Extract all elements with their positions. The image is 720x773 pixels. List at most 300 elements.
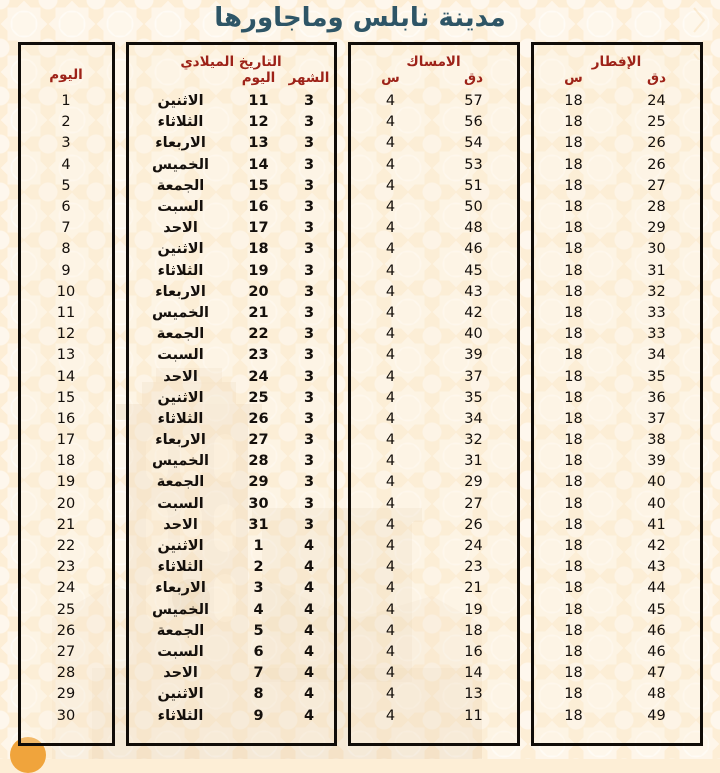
table-row <box>534 684 700 705</box>
iftar-hour-value: 18 <box>564 559 583 576</box>
table-row <box>351 600 517 621</box>
imsak-minute-value: 42 <box>464 304 483 321</box>
table-row <box>129 366 334 387</box>
table-ramadan-day <box>18 42 115 746</box>
imsak-hour-value: 4 <box>385 262 396 279</box>
table-iftar-subheader <box>534 64 700 91</box>
imsak-hour-value: 4 <box>385 665 396 682</box>
ramadan-day-value: 20 <box>56 495 76 512</box>
weekday-value: الاثنين <box>157 686 204 703</box>
imsak-minute-value: 35 <box>464 389 483 406</box>
table-row <box>534 261 700 282</box>
weekday-value: السبت <box>157 495 204 512</box>
gregorian-day-value: 19 <box>248 262 269 279</box>
iftar-minute-value: 37 <box>647 410 666 427</box>
imsak-minute-value: 13 <box>464 686 483 703</box>
ramadan-day-value: 17 <box>56 432 76 449</box>
gregorian-day-value: 3 <box>253 580 264 597</box>
table-row <box>129 663 334 684</box>
iftar-minute-value: 33 <box>647 326 666 343</box>
weekday-value: الاربعاء <box>155 283 206 300</box>
gregorian-day-value: 15 <box>248 177 269 194</box>
weekday-value: الاحد <box>163 516 198 533</box>
gregorian-month-value: 4 <box>303 601 315 618</box>
column-header-iftar-hour: س <box>564 69 583 86</box>
table-row <box>129 388 334 409</box>
table-row <box>129 345 334 366</box>
table-iftar-rows <box>534 91 700 743</box>
iftar-minute-value: 40 <box>647 495 666 512</box>
column-header-imsak-minute: دق <box>464 69 483 86</box>
weekday-value: الاثنين <box>157 93 204 110</box>
weekday-value: الاثنين <box>157 241 204 258</box>
table-row <box>129 600 334 621</box>
gregorian-day-value: 9 <box>253 707 264 724</box>
imsak-hour-value: 4 <box>385 538 396 555</box>
imsak-minute-value: 32 <box>464 432 483 449</box>
table-row <box>534 239 700 260</box>
table-row <box>351 345 517 366</box>
column-header-gregorian-month: الشهر <box>288 69 330 86</box>
table-row <box>129 176 334 197</box>
table-row <box>351 303 517 324</box>
imsak-minute-value: 46 <box>464 241 483 258</box>
weekday-value: الاثنين <box>157 389 204 406</box>
iftar-minute-value: 30 <box>647 241 666 258</box>
iftar-minute-value: 47 <box>647 665 666 682</box>
imsak-hour-value: 4 <box>385 93 396 110</box>
iftar-minute-value: 49 <box>647 707 666 724</box>
imsak-hour-value: 4 <box>385 241 396 258</box>
imsak-minute-value: 29 <box>464 474 483 491</box>
ramadan-day-value: 12 <box>56 326 76 343</box>
ramadan-day-value: 1 <box>61 93 71 110</box>
table-imsak-rows <box>351 91 517 743</box>
ramadan-day-value: 22 <box>56 538 76 555</box>
table-row <box>351 176 517 197</box>
gregorian-month-value: 4 <box>303 665 315 682</box>
table-row <box>534 303 700 324</box>
iftar-hour-value: 18 <box>564 93 583 110</box>
gregorian-day-value: 1 <box>253 538 264 555</box>
table-row <box>534 324 700 345</box>
ramadan-day-value: 26 <box>56 622 76 639</box>
iftar-hour-value: 18 <box>564 665 583 682</box>
iftar-hour-value: 18 <box>564 389 583 406</box>
table-row <box>129 621 334 642</box>
gregorian-month-value: 3 <box>303 93 315 110</box>
table-row <box>129 91 334 112</box>
imsak-minute-value: 19 <box>464 601 483 618</box>
table-row <box>129 578 334 599</box>
gregorian-day-value: 8 <box>253 686 264 703</box>
table-row <box>351 133 517 154</box>
gregorian-day-value: 4 <box>253 601 264 618</box>
imsak-hour-value: 4 <box>385 622 396 639</box>
table-row <box>21 430 112 451</box>
gregorian-month-value: 3 <box>303 114 315 131</box>
imsak-minute-value: 31 <box>464 453 483 470</box>
table-row <box>351 239 517 260</box>
ramadan-day-value: 7 <box>61 220 71 237</box>
table-row <box>129 409 334 430</box>
table-row <box>534 451 700 472</box>
gregorian-day-value: 29 <box>248 474 269 491</box>
table-row <box>129 112 334 133</box>
imsak-hour-value: 4 <box>385 559 396 576</box>
gregorian-day-value: 23 <box>248 347 269 364</box>
gregorian-month-value: 3 <box>303 389 315 406</box>
weekday-value: الاثنين <box>157 538 204 555</box>
ramadan-day-value: 6 <box>61 199 71 216</box>
iftar-minute-value: 45 <box>647 601 666 618</box>
weekday-value: الجمعة <box>156 622 205 639</box>
gregorian-day-value: 5 <box>253 622 264 639</box>
imsak-hour-value: 4 <box>385 220 396 237</box>
table-row <box>21 705 112 726</box>
table-row <box>21 239 112 260</box>
timetable-container <box>0 42 720 748</box>
table-row <box>21 345 112 366</box>
ramadan-day-value: 13 <box>56 347 76 364</box>
ramadan-day-value: 16 <box>56 410 76 427</box>
imsak-hour-value: 4 <box>385 368 396 385</box>
imsak-hour-value: 4 <box>385 453 396 470</box>
table-imsak-title: الامساك <box>406 54 461 70</box>
imsak-minute-value: 45 <box>464 262 483 279</box>
imsak-hour-value: 4 <box>385 580 396 597</box>
table-row <box>534 663 700 684</box>
gregorian-month-value: 3 <box>303 304 315 321</box>
iftar-hour-value: 18 <box>564 707 583 724</box>
table-row <box>534 600 700 621</box>
weekday-value: الاحد <box>163 665 198 682</box>
gregorian-month-value: 3 <box>303 516 315 533</box>
gregorian-month-value: 3 <box>303 262 315 279</box>
gregorian-month-value: 3 <box>303 495 315 512</box>
gregorian-month-value: 3 <box>303 326 315 343</box>
table-row <box>129 303 334 324</box>
table-ramadan-day-rows <box>21 91 112 743</box>
gregorian-day-value: 27 <box>248 432 269 449</box>
table-row <box>21 663 112 684</box>
weekday-value: الاحد <box>163 368 198 385</box>
iftar-hour-value: 18 <box>564 601 583 618</box>
imsak-hour-value: 4 <box>385 643 396 660</box>
table-row <box>351 388 517 409</box>
table-gregorian-title: التاريخ الميلادي <box>180 54 282 70</box>
iftar-minute-value: 26 <box>647 135 666 152</box>
table-row <box>129 557 334 578</box>
table-row <box>129 133 334 154</box>
gregorian-month-value: 4 <box>303 643 315 660</box>
iftar-minute-value: 34 <box>647 347 666 364</box>
table-row <box>21 557 112 578</box>
gregorian-month-value: 3 <box>303 135 315 152</box>
table-row <box>351 218 517 239</box>
weekday-value: الاربعاء <box>155 580 206 597</box>
weekday-value: الخميس <box>151 601 209 618</box>
imsak-minute-value: 56 <box>464 114 483 131</box>
table-row <box>129 705 334 726</box>
iftar-hour-value: 18 <box>564 686 583 703</box>
iftar-minute-value: 27 <box>647 177 666 194</box>
table-row <box>351 324 517 345</box>
table-row <box>534 282 700 303</box>
imsak-hour-value: 4 <box>385 410 396 427</box>
table-row <box>534 409 700 430</box>
gregorian-month-value: 4 <box>303 707 315 724</box>
gregorian-day-value: 17 <box>248 220 269 237</box>
table-row <box>21 388 112 409</box>
imsak-minute-value: 27 <box>464 495 483 512</box>
table-row <box>351 112 517 133</box>
gregorian-month-value: 4 <box>303 686 315 703</box>
weekday-value: الثلاثاء <box>157 707 204 724</box>
table-row <box>534 388 700 409</box>
table-row <box>21 282 112 303</box>
iftar-hour-value: 18 <box>564 347 583 364</box>
imsak-hour-value: 4 <box>385 156 396 173</box>
iftar-minute-value: 42 <box>647 538 666 555</box>
imsak-hour-value: 4 <box>385 114 396 131</box>
gregorian-month-value: 3 <box>303 432 315 449</box>
table-row <box>534 578 700 599</box>
gregorian-day-value: 14 <box>248 156 269 173</box>
table-row <box>351 705 517 726</box>
ramadan-day-value: 8 <box>61 241 71 258</box>
ramadan-day-value: 27 <box>56 643 76 660</box>
gregorian-month-value: 4 <box>303 559 315 576</box>
imsak-minute-value: 37 <box>464 368 483 385</box>
gregorian-month-value: 3 <box>303 177 315 194</box>
iftar-minute-value: 40 <box>647 474 666 491</box>
imsak-hour-value: 4 <box>385 389 396 406</box>
ramadan-day-value: 4 <box>61 156 71 173</box>
table-row <box>21 494 112 515</box>
table-row <box>534 515 700 536</box>
gregorian-month-value: 3 <box>303 347 315 364</box>
iftar-hour-value: 18 <box>564 304 583 321</box>
imsak-hour-value: 4 <box>385 601 396 618</box>
table-row <box>534 705 700 726</box>
table-row <box>129 536 334 557</box>
table-row <box>129 472 334 493</box>
iftar-minute-value: 44 <box>647 580 666 597</box>
imsak-minute-value: 57 <box>464 93 483 110</box>
gregorian-day-value: 18 <box>248 241 269 258</box>
iftar-minute-value: 46 <box>647 643 666 660</box>
table-iftar-title: الإفطار <box>591 54 642 70</box>
table-row <box>129 155 334 176</box>
table-row <box>534 218 700 239</box>
iftar-hour-value: 18 <box>564 474 583 491</box>
weekday-value: الجمعة <box>156 177 205 194</box>
table-row <box>351 621 517 642</box>
imsak-hour-value: 4 <box>385 495 396 512</box>
table-row <box>129 218 334 239</box>
table-row <box>129 642 334 663</box>
table-row <box>21 155 112 176</box>
table-row <box>21 324 112 345</box>
imsak-minute-value: 21 <box>464 580 483 597</box>
imsak-minute-value: 50 <box>464 199 483 216</box>
table-row <box>21 642 112 663</box>
table-row <box>129 451 334 472</box>
imsak-minute-value: 51 <box>464 177 483 194</box>
table-row <box>534 91 700 112</box>
table-row <box>129 197 334 218</box>
table-row <box>534 197 700 218</box>
iftar-minute-value: 24 <box>647 93 666 110</box>
iftar-minute-value: 43 <box>647 559 666 576</box>
table-row <box>21 578 112 599</box>
table-row <box>534 345 700 366</box>
table-row <box>129 282 334 303</box>
ramadan-day-value: 28 <box>56 665 76 682</box>
gregorian-month-value: 3 <box>303 410 315 427</box>
iftar-hour-value: 18 <box>564 283 583 300</box>
table-gregorian-subheader <box>129 64 334 91</box>
table-row <box>351 430 517 451</box>
weekday-value: الاحد <box>163 220 198 237</box>
iftar-hour-value: 18 <box>564 453 583 470</box>
gregorian-day-value: 2 <box>253 559 264 576</box>
ramadan-day-value: 15 <box>56 389 76 406</box>
ramadan-day-value: 3 <box>61 135 71 152</box>
imsak-minute-value: 39 <box>464 347 483 364</box>
ramadan-day-value: 5 <box>61 177 71 194</box>
table-row <box>21 133 112 154</box>
ramadan-day-value: 11 <box>56 304 76 321</box>
imsak-minute-value: 23 <box>464 559 483 576</box>
ramadan-day-value: 19 <box>56 474 76 491</box>
ramadan-day-value: 10 <box>56 283 76 300</box>
table-row <box>129 494 334 515</box>
iftar-hour-value: 18 <box>564 410 583 427</box>
gregorian-month-value: 3 <box>303 199 315 216</box>
table-row <box>351 91 517 112</box>
gregorian-month-value: 4 <box>303 580 315 597</box>
gregorian-month-value: 4 <box>303 622 315 639</box>
table-row <box>534 366 700 387</box>
table-row <box>351 155 517 176</box>
iftar-hour-value: 18 <box>564 241 583 258</box>
table-row <box>534 642 700 663</box>
table-row <box>534 155 700 176</box>
weekday-value: الاربعاء <box>155 432 206 449</box>
table-row <box>21 197 112 218</box>
ramadan-day-value: 23 <box>56 559 76 576</box>
table-row <box>351 536 517 557</box>
imsak-hour-value: 4 <box>385 177 396 194</box>
gregorian-month-value: 3 <box>303 474 315 491</box>
gregorian-day-value: 30 <box>248 495 269 512</box>
table-row <box>21 176 112 197</box>
table-row <box>21 451 112 472</box>
iftar-minute-value: 41 <box>647 516 666 533</box>
imsak-hour-value: 4 <box>385 686 396 703</box>
table-row <box>21 366 112 387</box>
table-row <box>534 133 700 154</box>
table-imsak-subheader <box>351 64 517 91</box>
iftar-minute-value: 35 <box>647 368 666 385</box>
gregorian-day-value: 22 <box>248 326 269 343</box>
imsak-minute-value: 18 <box>464 622 483 639</box>
imsak-minute-value: 16 <box>464 643 483 660</box>
gregorian-day-value: 28 <box>248 453 269 470</box>
weekday-value: الجمعة <box>156 326 205 343</box>
gregorian-month-value: 4 <box>303 538 315 555</box>
table-row <box>21 515 112 536</box>
table-row <box>129 261 334 282</box>
weekday-value: الخميس <box>151 453 209 470</box>
gregorian-month-value: 3 <box>303 241 315 258</box>
gregorian-day-value: 7 <box>253 665 264 682</box>
imsak-hour-value: 4 <box>385 199 396 216</box>
iftar-minute-value: 39 <box>647 453 666 470</box>
iftar-minute-value: 26 <box>647 156 666 173</box>
weekday-value: الثلاثاء <box>157 559 204 576</box>
table-row <box>534 430 700 451</box>
ramadan-day-value: 30 <box>56 707 76 724</box>
imsak-hour-value: 4 <box>385 326 396 343</box>
gregorian-day-value: 26 <box>248 410 269 427</box>
gregorian-day-value: 16 <box>248 199 269 216</box>
table-row <box>534 176 700 197</box>
imsak-minute-value: 40 <box>464 326 483 343</box>
imsak-hour-value: 4 <box>385 432 396 449</box>
table-row <box>129 430 334 451</box>
gregorian-month-value: 3 <box>303 220 315 237</box>
iftar-hour-value: 18 <box>564 495 583 512</box>
iftar-hour-value: 18 <box>564 432 583 449</box>
imsak-minute-value: 48 <box>464 220 483 237</box>
imsak-hour-value: 4 <box>385 474 396 491</box>
gregorian-month-value: 3 <box>303 453 315 470</box>
table-row <box>351 578 517 599</box>
gregorian-day-value: 25 <box>248 389 269 406</box>
table-row <box>21 472 112 493</box>
iftar-minute-value: 31 <box>647 262 666 279</box>
weekday-value: الاربعاء <box>155 135 206 152</box>
iftar-hour-value: 18 <box>564 220 583 237</box>
weekday-value: السبت <box>157 347 204 364</box>
table-row <box>21 261 112 282</box>
ramadan-day-value: 21 <box>56 516 76 533</box>
weekday-value: الثلاثاء <box>157 410 204 427</box>
imsak-minute-value: 24 <box>464 538 483 555</box>
table-row <box>129 515 334 536</box>
gregorian-day-value: 6 <box>253 643 264 660</box>
column-header-iftar-minute: دق <box>647 69 666 86</box>
table-row <box>534 621 700 642</box>
table-row <box>21 91 112 112</box>
table-row <box>351 494 517 515</box>
table-row <box>534 472 700 493</box>
imsak-minute-value: 53 <box>464 156 483 173</box>
imsak-hour-value: 4 <box>385 347 396 364</box>
ramadan-day-value: 14 <box>56 368 76 385</box>
table-iftar <box>531 42 703 746</box>
iftar-minute-value: 48 <box>647 686 666 703</box>
table-row <box>351 642 517 663</box>
imsak-minute-value: 26 <box>464 516 483 533</box>
gregorian-month-value: 3 <box>303 283 315 300</box>
gregorian-day-value: 13 <box>248 135 269 152</box>
iftar-hour-value: 18 <box>564 580 583 597</box>
iftar-hour-value: 18 <box>564 516 583 533</box>
